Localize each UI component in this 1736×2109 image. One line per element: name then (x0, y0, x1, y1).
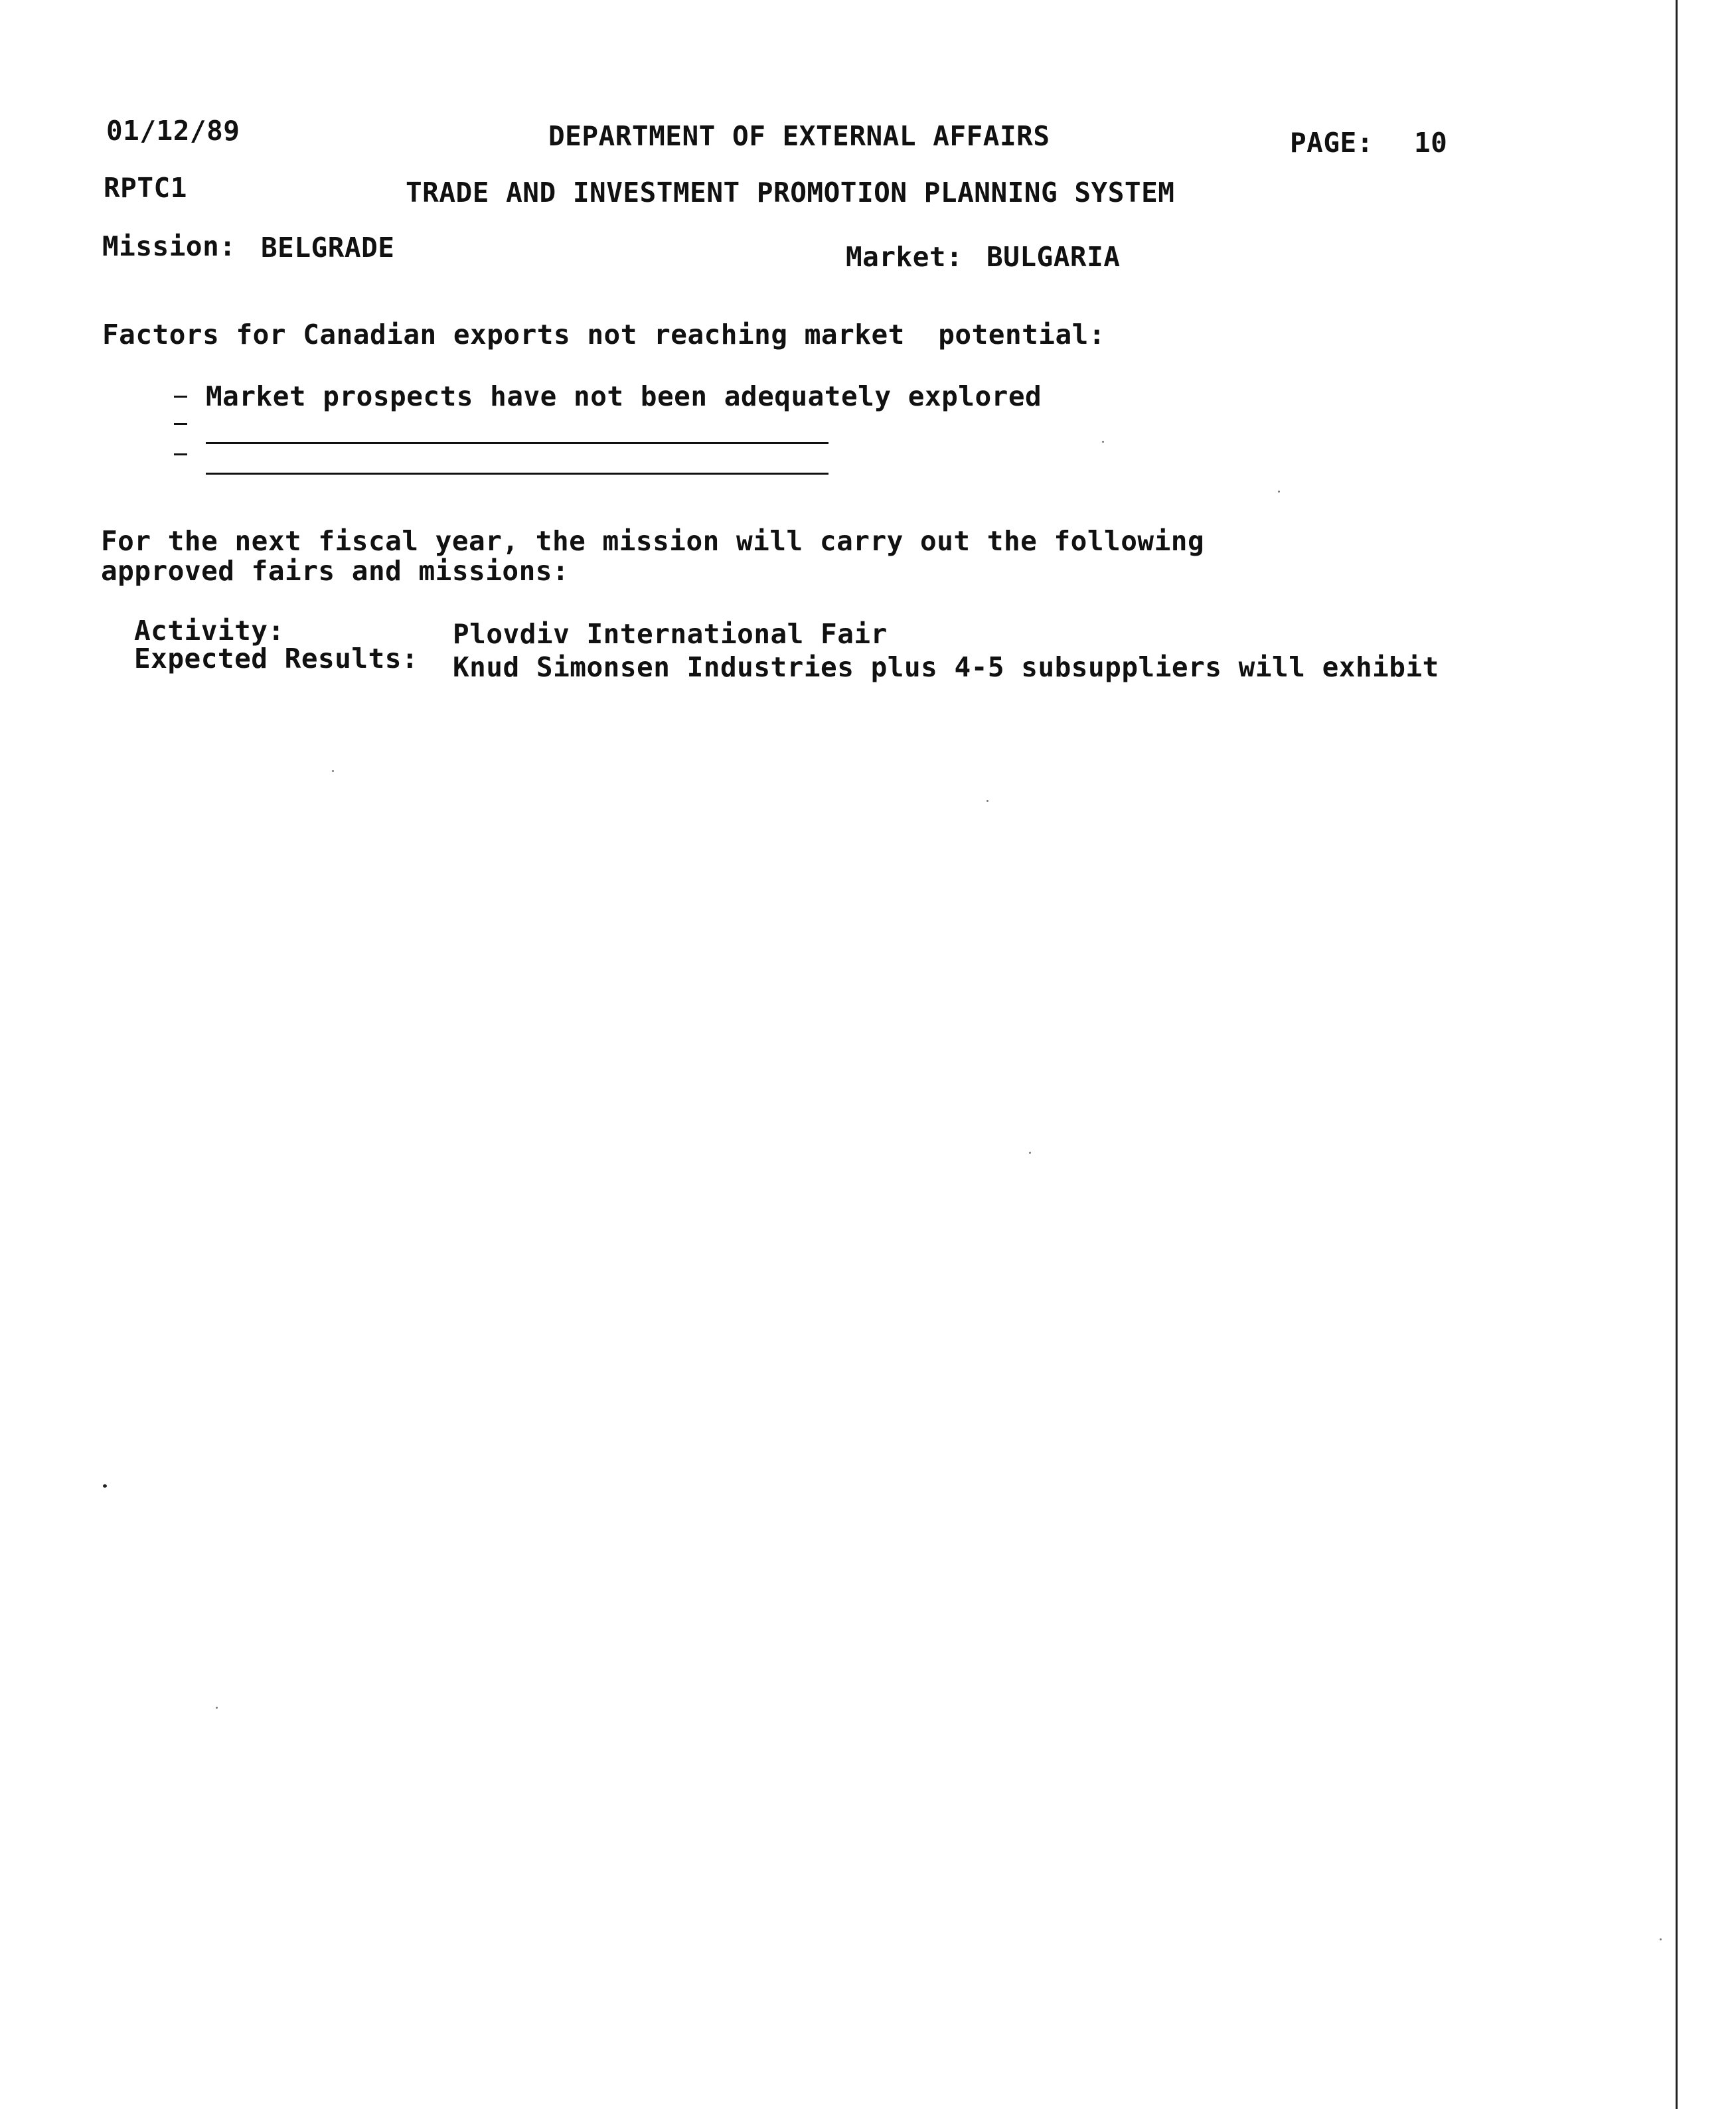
system-title: TRADE AND INVESTMENT PROMOTION PLANNING SYSTEM (406, 177, 1175, 208)
scan-speck (1278, 491, 1280, 493)
bullet-dash (174, 423, 187, 425)
bullet-dash (174, 453, 187, 455)
page-number: 10 (1414, 127, 1448, 159)
activity-value: Plovdiv International Fair (453, 618, 888, 650)
factor-item: Market prospects have not been adequately explored (206, 380, 1042, 412)
scan-speck (216, 1707, 218, 1709)
scan-speck (1029, 1152, 1031, 1154)
scan-speck (986, 800, 988, 802)
expected-results-label: Expected Results: (134, 643, 419, 674)
scan-speck (332, 770, 334, 772)
mission-value: BELGRADE (261, 232, 395, 264)
factors-heading: Factors for Canadian exports not reaching market potential: (102, 319, 1106, 351)
plan-intro-line-1: For the next fiscal year, the mission will carry out the following (101, 525, 1205, 557)
expected-results-value: Knud Simonsen Industries plus 4-5 subsuppliers will exhibit (453, 651, 1439, 683)
scan-speck (103, 1484, 107, 1488)
activity-label: Activity: (134, 615, 285, 647)
scan-edge-line (1676, 0, 1678, 2109)
plan-intro-line-2: approved fairs and missions: (101, 555, 570, 587)
scan-speck (1660, 1938, 1662, 1940)
mission-label: Mission: (102, 230, 236, 262)
blank-factor-line (206, 473, 829, 475)
market-value: BULGARIA (986, 241, 1121, 273)
market-label: Market: (846, 241, 963, 273)
report-date: 01/12/89 (106, 115, 240, 147)
bullet-dash (174, 396, 187, 398)
blank-factor-line (206, 442, 829, 444)
scan-speck (1102, 441, 1104, 443)
department-title: DEPARTMENT OF EXTERNAL AFFAIRS (548, 120, 1050, 152)
report-code: RPTC1 (104, 172, 187, 204)
page-label: PAGE: (1290, 127, 1374, 159)
